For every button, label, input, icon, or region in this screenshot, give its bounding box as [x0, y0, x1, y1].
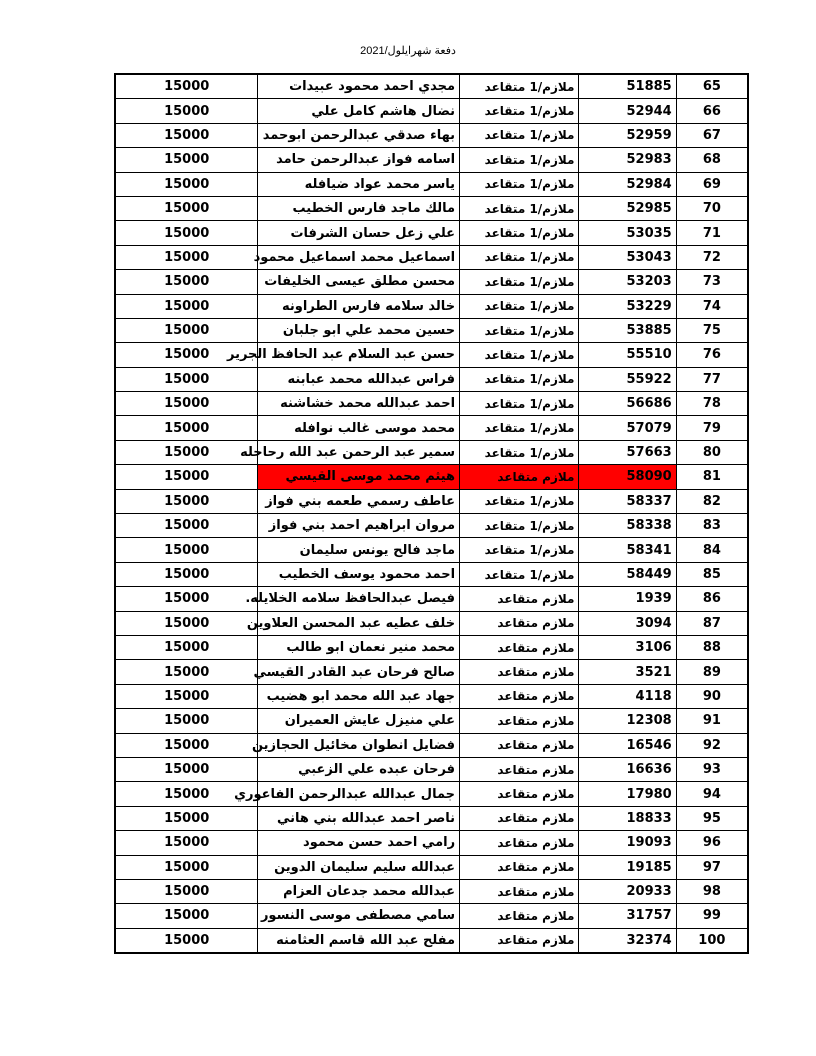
name-cell: احمد عبدالله محمد خشاشنه [258, 392, 460, 416]
name-cell: حسن عبد السلام عبد الحافظ الجرير [258, 343, 460, 367]
military-number-cell: 52944 [579, 99, 676, 123]
name-cell: سمير عبد الرحمن عبد الله رحاحله [258, 440, 460, 464]
amount-cell: 15000 [115, 806, 258, 830]
sequence-cell: 83 [676, 514, 748, 538]
military-number-cell: 16636 [579, 757, 676, 781]
name-cell: فضايل انطوان مخائيل الحجازين [258, 733, 460, 757]
name-cell: مالك ماجد فارس الخطيب [258, 196, 460, 220]
amount-cell: 15000 [115, 611, 258, 635]
sequence-cell: 96 [676, 831, 748, 855]
rank-cell: ملازم/1 متقاعد [460, 148, 579, 172]
table-row [115, 465, 748, 489]
military-number-cell: 56686 [579, 392, 676, 416]
table-row [115, 367, 748, 391]
amount-cell: 15000 [115, 294, 258, 318]
table-row [115, 196, 748, 220]
military-number-cell: 20933 [579, 879, 676, 903]
military-number-cell: 19185 [579, 855, 676, 879]
military-number-cell: 32374 [579, 928, 676, 953]
table-row [115, 757, 748, 781]
sequence-cell: 90 [676, 684, 748, 708]
rank-cell: ملازم متقاعد [460, 733, 579, 757]
rank-cell: ملازم/1 متقاعد [460, 343, 579, 367]
military-number-cell: 57663 [579, 440, 676, 464]
rank-cell: ملازم/1 متقاعد [460, 318, 579, 342]
military-number-cell: 53229 [579, 294, 676, 318]
military-number-cell: 1939 [579, 587, 676, 611]
table-row [115, 318, 748, 342]
rank-cell: ملازم/1 متقاعد [460, 538, 579, 562]
amount-cell: 15000 [115, 660, 258, 684]
sequence-cell: 92 [676, 733, 748, 757]
name-cell: مروان ابراهيم احمد بني فواز [258, 514, 460, 538]
table-row [115, 538, 748, 562]
sequence-cell: 65 [676, 74, 748, 99]
sequence-cell: 69 [676, 172, 748, 196]
sequence-cell: 87 [676, 611, 748, 635]
sequence-cell: 93 [676, 757, 748, 781]
rank-cell: ملازم متقاعد [460, 831, 579, 855]
name-cell: ياسر محمد عواد ضيافله [258, 172, 460, 196]
rank-cell: ملازم متقاعد [460, 782, 579, 806]
rank-cell: ملازم متقاعد [460, 806, 579, 830]
sequence-cell: 66 [676, 99, 748, 123]
military-number-cell: 57079 [579, 416, 676, 440]
amount-cell: 15000 [115, 392, 258, 416]
military-number-cell: 58337 [579, 489, 676, 513]
rank-cell: ملازم/1 متقاعد [460, 123, 579, 147]
amount-cell: 15000 [115, 684, 258, 708]
amount-cell: 15000 [115, 148, 258, 172]
rank-cell: ملازم/1 متقاعد [460, 221, 579, 245]
name-cell: سامي مصطفى موسى النسور [258, 904, 460, 928]
sequence-cell: 89 [676, 660, 748, 684]
table-row [115, 148, 748, 172]
table-row [115, 270, 748, 294]
table-row [115, 489, 748, 513]
sequence-cell: 100 [676, 928, 748, 953]
rank-cell: ملازم متقاعد [460, 660, 579, 684]
name-cell: جمال عبدالله عبدالرحمن الفاعوري [258, 782, 460, 806]
name-cell: حسين محمد علي ابو جلبان [258, 318, 460, 342]
table-row [115, 831, 748, 855]
rank-cell: ملازم متقاعد [460, 855, 579, 879]
sequence-cell: 94 [676, 782, 748, 806]
table-row [115, 684, 748, 708]
roster-body [115, 74, 748, 953]
military-number-cell: 58341 [579, 538, 676, 562]
table-row [115, 562, 748, 586]
name-cell: اسماعيل محمد اسماعيل محمود [258, 245, 460, 269]
military-number-cell: 52959 [579, 123, 676, 147]
amount-cell: 15000 [115, 709, 258, 733]
name-cell: نضال هاشم كامل علي [258, 99, 460, 123]
amount-cell: 15000 [115, 99, 258, 123]
sequence-cell: 77 [676, 367, 748, 391]
amount-cell: 15000 [115, 318, 258, 342]
sequence-cell: 98 [676, 879, 748, 903]
sequence-cell: 75 [676, 318, 748, 342]
amount-cell: 15000 [115, 221, 258, 245]
rank-cell: ملازم/1 متقاعد [460, 245, 579, 269]
military-number-cell: 53203 [579, 270, 676, 294]
rank-cell: ملازم/1 متقاعد [460, 172, 579, 196]
rank-cell: ملازم/1 متقاعد [460, 270, 579, 294]
name-cell: هيثم محمد موسى القيسي [258, 465, 460, 489]
sequence-cell: 91 [676, 709, 748, 733]
sequence-cell: 79 [676, 416, 748, 440]
sequence-cell: 95 [676, 806, 748, 830]
table-row [115, 611, 748, 635]
sequence-cell: 88 [676, 635, 748, 659]
table-row [115, 74, 748, 99]
name-cell: فرحان عبده علي الزعبي [258, 757, 460, 781]
name-cell: علي منيزل عايش العميران [258, 709, 460, 733]
military-number-cell: 19093 [579, 831, 676, 855]
table-row [115, 514, 748, 538]
military-number-cell: 55922 [579, 367, 676, 391]
rank-cell: ملازم متقاعد [460, 757, 579, 781]
name-cell: عبدالله سليم سليمان الدوين [258, 855, 460, 879]
rank-cell: ملازم/1 متقاعد [460, 196, 579, 220]
amount-cell: 15000 [115, 757, 258, 781]
name-cell: صالح فرحان عبد القادر القيسي [258, 660, 460, 684]
sequence-cell: 74 [676, 294, 748, 318]
rank-cell: ملازم متقاعد [460, 709, 579, 733]
military-number-cell: 3521 [579, 660, 676, 684]
rank-cell: ملازم/1 متقاعد [460, 99, 579, 123]
table-row [115, 928, 748, 953]
name-cell: رامي احمد حسن محمود [258, 831, 460, 855]
sequence-cell: 97 [676, 855, 748, 879]
military-number-cell: 16546 [579, 733, 676, 757]
military-number-cell: 3094 [579, 611, 676, 635]
amount-cell: 15000 [115, 196, 258, 220]
military-number-cell: 58090 [579, 465, 676, 489]
table-row [115, 855, 748, 879]
military-number-cell: 31757 [579, 904, 676, 928]
table-row [115, 635, 748, 659]
sequence-cell: 72 [676, 245, 748, 269]
sequence-cell: 80 [676, 440, 748, 464]
rank-cell: ملازم متقاعد [460, 904, 579, 928]
table-row [115, 172, 748, 196]
name-cell: خلف عطيه عبد المحسن العلاوين [258, 611, 460, 635]
military-number-cell: 52984 [579, 172, 676, 196]
amount-cell: 15000 [115, 782, 258, 806]
military-number-cell: 3106 [579, 635, 676, 659]
table-row [115, 904, 748, 928]
military-number-cell: 53035 [579, 221, 676, 245]
rank-cell: ملازم/1 متقاعد [460, 489, 579, 513]
table-row [115, 392, 748, 416]
rank-cell: ملازم/1 متقاعد [460, 367, 579, 391]
military-number-cell: 4118 [579, 684, 676, 708]
amount-cell: 15000 [115, 172, 258, 196]
military-number-cell: 52985 [579, 196, 676, 220]
sequence-cell: 81 [676, 465, 748, 489]
page-title: دفعة شهرايلول/2021 [360, 45, 456, 57]
rank-cell: ملازم متقاعد [460, 611, 579, 635]
amount-cell: 15000 [115, 514, 258, 538]
amount-cell: 15000 [115, 489, 258, 513]
name-cell: مفلح عبد الله قاسم العثامنه [258, 928, 460, 953]
amount-cell: 15000 [115, 74, 258, 99]
sequence-cell: 70 [676, 196, 748, 220]
table-row [115, 221, 748, 245]
roster-table [114, 73, 749, 954]
sequence-cell: 76 [676, 343, 748, 367]
table-row [115, 294, 748, 318]
rank-cell: ملازم متقاعد [460, 635, 579, 659]
amount-cell: 15000 [115, 416, 258, 440]
rank-cell: ملازم/1 متقاعد [460, 562, 579, 586]
rank-cell: ملازم/1 متقاعد [460, 294, 579, 318]
amount-cell: 15000 [115, 270, 258, 294]
amount-cell: 15000 [115, 928, 258, 953]
military-number-cell: 53885 [579, 318, 676, 342]
rank-cell: ملازم متقاعد [460, 587, 579, 611]
rank-cell: ملازم/1 متقاعد [460, 392, 579, 416]
name-cell: عبدالله محمد جدعان العزام [258, 879, 460, 903]
military-number-cell: 17980 [579, 782, 676, 806]
amount-cell: 15000 [115, 367, 258, 391]
table-row [115, 709, 748, 733]
table-row [115, 123, 748, 147]
amount-cell: 15000 [115, 245, 258, 269]
sequence-cell: 71 [676, 221, 748, 245]
table-row [115, 343, 748, 367]
name-cell: احمد محمود يوسف الخطيب [258, 562, 460, 586]
military-number-cell: 53043 [579, 245, 676, 269]
rank-cell: ملازم متقاعد [460, 465, 579, 489]
table-row [115, 99, 748, 123]
table-row [115, 245, 748, 269]
name-cell: ناصر احمد عبدالله بني هاني [258, 806, 460, 830]
table-row [115, 782, 748, 806]
amount-cell: 15000 [115, 879, 258, 903]
table-row [115, 806, 748, 830]
rank-cell: ملازم/1 متقاعد [460, 416, 579, 440]
amount-cell: 15000 [115, 587, 258, 611]
amount-cell: 15000 [115, 123, 258, 147]
name-cell: بهاء صدقي عبدالرحمن ابوحمد [258, 123, 460, 147]
table-row [115, 587, 748, 611]
name-cell: عاطف رسمي طعمه بني فواز [258, 489, 460, 513]
amount-cell: 15000 [115, 440, 258, 464]
amount-cell: 15000 [115, 904, 258, 928]
rank-cell: ملازم/1 متقاعد [460, 514, 579, 538]
name-cell: خالد سلامه فارس الطراونه [258, 294, 460, 318]
sequence-cell: 99 [676, 904, 748, 928]
amount-cell: 15000 [115, 343, 258, 367]
name-cell: مجدي احمد محمود عبيدات [258, 74, 460, 99]
sequence-cell: 84 [676, 538, 748, 562]
name-cell: جهاد عبد الله محمد ابو هضيب [258, 684, 460, 708]
name-cell: فيصل عبدالحافظ سلامه الخلايله. [258, 587, 460, 611]
sequence-cell: 73 [676, 270, 748, 294]
sequence-cell: 85 [676, 562, 748, 586]
military-number-cell: 55510 [579, 343, 676, 367]
rank-cell: ملازم/1 متقاعد [460, 74, 579, 99]
rank-cell: ملازم متقاعد [460, 684, 579, 708]
table-row [115, 440, 748, 464]
table-row [115, 416, 748, 440]
rank-cell: ملازم متقاعد [460, 879, 579, 903]
sequence-cell: 68 [676, 148, 748, 172]
amount-cell: 15000 [115, 465, 258, 489]
military-number-cell: 58449 [579, 562, 676, 586]
military-number-cell: 18833 [579, 806, 676, 830]
table-row [115, 879, 748, 903]
name-cell: علي زعل حسان الشرفات [258, 221, 460, 245]
military-number-cell: 12308 [579, 709, 676, 733]
name-cell: اسامه فواز عبدالرحمن حامد [258, 148, 460, 172]
name-cell: فراس عبدالله محمد عبابنه [258, 367, 460, 391]
table-row [115, 660, 748, 684]
name-cell: محسن مطلق عيسى الخليفات [258, 270, 460, 294]
name-cell: محمد موسى غالب نوافله [258, 416, 460, 440]
amount-cell: 15000 [115, 635, 258, 659]
sequence-cell: 82 [676, 489, 748, 513]
sequence-cell: 67 [676, 123, 748, 147]
military-number-cell: 58338 [579, 514, 676, 538]
rank-cell: ملازم متقاعد [460, 928, 579, 953]
amount-cell: 15000 [115, 562, 258, 586]
amount-cell: 15000 [115, 831, 258, 855]
amount-cell: 15000 [115, 538, 258, 562]
amount-cell: 15000 [115, 855, 258, 879]
military-number-cell: 52983 [579, 148, 676, 172]
name-cell: محمد منير نعمان ابو طالب [258, 635, 460, 659]
military-number-cell: 51885 [579, 74, 676, 99]
name-cell: ماجد فالح يونس سليمان [258, 538, 460, 562]
amount-cell: 15000 [115, 733, 258, 757]
sequence-cell: 78 [676, 392, 748, 416]
sequence-cell: 86 [676, 587, 748, 611]
table-row [115, 733, 748, 757]
rank-cell: ملازم/1 متقاعد [460, 440, 579, 464]
